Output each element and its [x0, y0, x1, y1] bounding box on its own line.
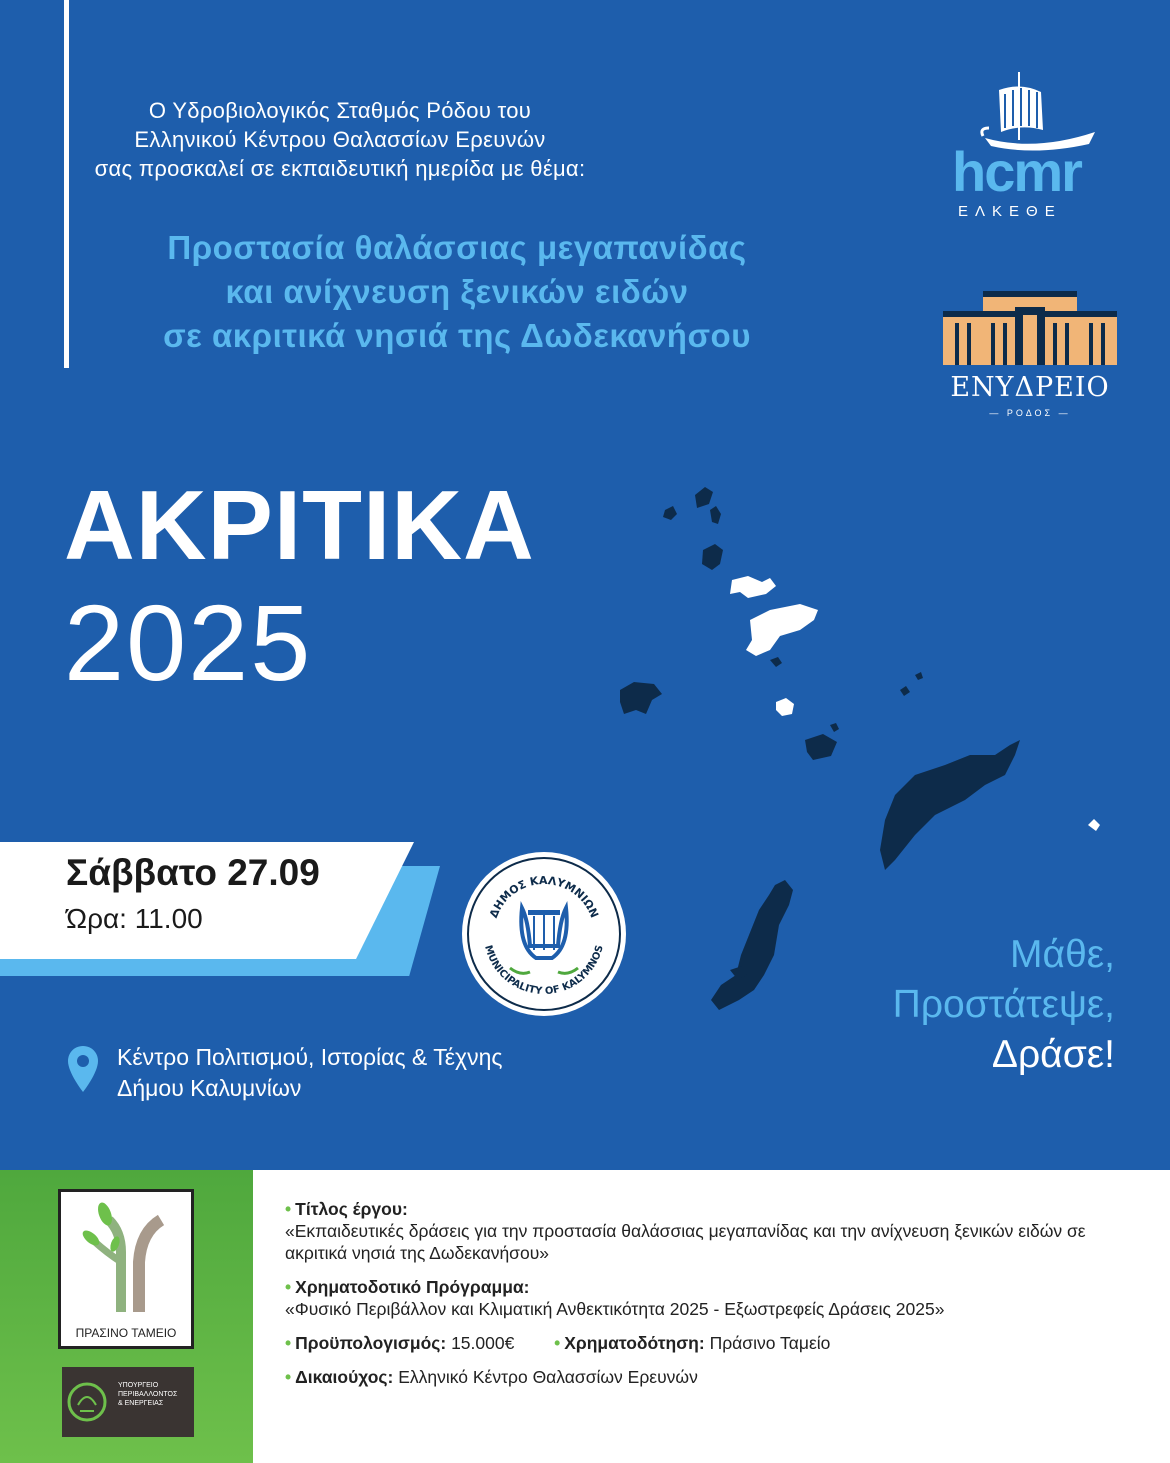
intro-text: [70, 96, 610, 183]
intro-line-3: σας προσκαλεί σε εκπαιδευτική ημερίδα με θέμα:: [94, 156, 586, 181]
intro-line-2: Ελληνικού Κέντρου Θαλασσίων Ερευνών: [134, 127, 546, 152]
beneficiary-label: Δικαιούχος:: [295, 1367, 394, 1387]
funding-program-label: Χρηματοδοτικό Πρόγραμμα:: [295, 1277, 530, 1297]
project-title-label: Τίτλος έργου:: [295, 1199, 408, 1219]
budget-funding-row: • Προϋπολογισμός: 15.000€ • Χρηματοδότηση: Πράσινο Ταμείο: [285, 1333, 831, 1353]
slogan-line-3: Δράσε!: [991, 1033, 1115, 1076]
funding-label: Χρηματοδότηση:: [564, 1333, 705, 1353]
event-topic: [82, 226, 832, 358]
budget-value: 15.000€: [451, 1333, 515, 1353]
tree-icon: [61, 1192, 191, 1322]
kalymnos-municipality-logo-icon: [460, 850, 628, 1018]
svg-text:MUNICIPALITY OF KALYMNOS: MUNICIPALITY OF KALYMNOS: [482, 943, 606, 998]
intro-line-1: Ο Υδροβιολογικός Σταθμός Ρόδου του: [148, 98, 532, 123]
aquarium-logo-subtitle: — ΡΟΔΟΣ —: [989, 408, 1071, 418]
beneficiary-value: Ελληνικό Κέντρο Θαλασσίων Ερευνών: [398, 1367, 698, 1387]
aquarium-building-logo-icon: [935, 285, 1125, 425]
beneficiary-block: • Δικαιούχος: Ελληνικό Κέντρο Θαλασσίων Ερευνών: [285, 1367, 698, 1387]
event-date: Σάββατο 27.09: [66, 852, 320, 893]
funding-program-value: «Φυσικό Περιβάλλον και Κλιματική Ανθεκτικότητα 2025 - Εξωστρεφείς Δράσεις 2025»: [285, 1299, 945, 1319]
topic-line-2: και ανίχνευση ξενικών ειδών: [225, 273, 689, 310]
green-fund-label: ΠΡΑΣΙΝΟ ΤΑΜΕΙΟ: [75, 1326, 177, 1340]
svg-text:ΔΗΜΟΣ ΚΑΛΥΜΝΙΩΝ: ΔΗΜΟΣ ΚΑΛΥΜΝΙΩΝ: [486, 873, 602, 920]
hcmr-logo-subtitle: ΕΛΚΕΘΕ: [958, 203, 1062, 220]
ministry-label: ΥΠΟΥΡΓΕΙΟ ΠΕΡΙΒΑΛΛΟΝΤΟΣ & ΕΝΕΡΓΕΙΑΣ: [118, 1382, 178, 1407]
event-title: ΑΚΡΙΤΙΚΑ: [64, 470, 535, 580]
funding-value: Πράσινο Ταμείο: [709, 1333, 831, 1353]
slogan-line-1: Μάθε,: [1010, 933, 1115, 976]
aquarium-logo-text: ΕΝΥΔΡΕΙΟ: [950, 372, 1110, 403]
project-title-value: «Εκπαιδευτικές δράσεις για την προστασία θαλάσσιας μεγαπανίδας και την ανίχνευση ξενικών ειδών σε ακριτικά νησιά της Δωδεκανήσου»: [285, 1221, 1086, 1263]
event-venue: [117, 1042, 502, 1104]
event-year: 2025: [64, 582, 313, 703]
ministry-emblem-icon: [62, 1367, 112, 1437]
funding-program-block: • Χρηματοδοτικό Πρόγραμμα: «Φυσικό Περιβάλλον και Κλιματική Ανθεκτικότητα 2025 - Εξωστρεφείς Δράσεις 2025»: [285, 1276, 1145, 1320]
venue-line-2: Δήμου Καλυμνίων: [117, 1075, 302, 1101]
topic-line-1: Προστασία θαλάσσιας μεγαπανίδας: [167, 229, 747, 266]
green-fund-logo: [58, 1189, 194, 1349]
slogan-line-2: Προστάτεψε,: [892, 983, 1115, 1026]
hcmr-logo-text: hcmr: [952, 140, 1081, 203]
event-time: Ώρα: 11.00: [66, 903, 203, 934]
venue-line-1: Κέντρο Πολιτισμού, Ιστορίας & Τέχνης: [117, 1044, 503, 1070]
project-info: [285, 1198, 1145, 1400]
topic-line-3: σε ακριτικά νησιά της Δωδεκανήσου: [163, 317, 751, 354]
slogan: [780, 930, 1115, 1080]
map-pin-icon: [66, 1044, 100, 1094]
project-title-block: • Τίτλος έργου: «Εκπαιδευτικές δράσεις για την προστασία θαλάσσιας μεγαπανίδας και την ανίχνευση ξενικών ειδών σε ακριτικά νησιά της Δωδεκανήσου»: [285, 1198, 1145, 1264]
decorative-vertical-line: [64, 0, 69, 368]
ministry-logo: [62, 1367, 194, 1437]
budget-label: Προϋπολογισμός:: [295, 1333, 447, 1353]
